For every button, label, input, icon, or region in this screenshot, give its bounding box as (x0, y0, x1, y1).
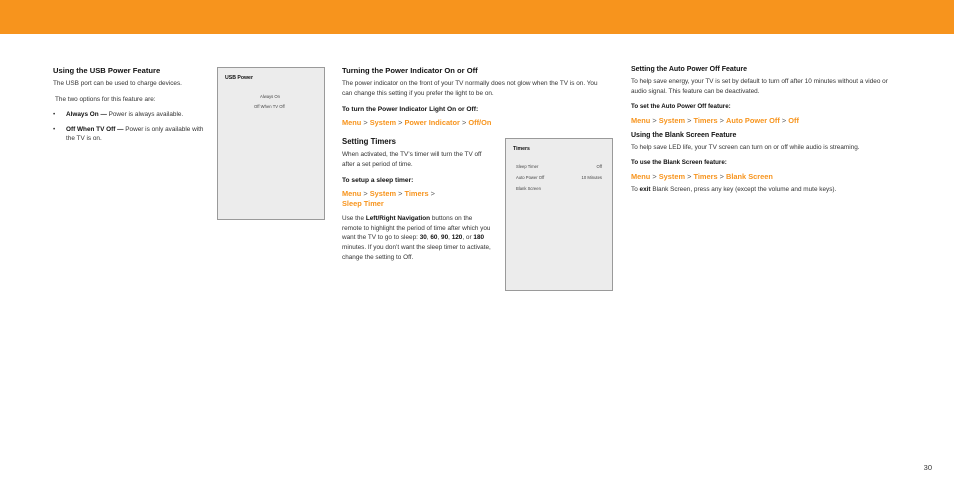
menu-path: Menu > System > Power Indicator > Off/On (342, 118, 492, 128)
list-item (53, 125, 205, 144)
paragraph (631, 185, 899, 195)
screen-title: USB Power (225, 75, 253, 81)
value-120: 120 (451, 234, 463, 242)
bullet-text: Power is always available. (106, 111, 184, 119)
path-sleep-timer: Sleep Timer (342, 199, 384, 209)
subheading: To setup a sleep timer: (342, 177, 414, 185)
menu-option-always-on: Always On (260, 94, 281, 99)
path-blank-screen: Blank Screen (726, 171, 773, 181)
menu-path: Menu > System > Timers > Blank Screen (631, 171, 773, 181)
subheading: To set the Auto Power Off feature: (631, 103, 731, 111)
paragraph: The two options for this feature are: (55, 95, 156, 103)
paragraph: To help save LED life, your TV screen can turn on or off while audio is streaming. (631, 144, 860, 152)
section-heading: Setting the Auto Power Off Feature (631, 66, 748, 73)
usb-power-menu-screenshot (217, 67, 325, 220)
value-60: 60 (430, 234, 438, 242)
path-power-indicator: Power Indicator (404, 118, 460, 128)
path-menu: Menu (342, 118, 362, 128)
path-menu: Menu (631, 116, 651, 126)
emphasis: exit (639, 185, 651, 193)
subheading: To use the Blank Screen feature: (631, 158, 727, 166)
paragraph: The USB port can be used to charge devices. (53, 80, 182, 87)
bullet-marker: • (53, 125, 56, 133)
bullet-term: Off When TV Off — (66, 125, 124, 133)
bullet-term: Always On — (66, 111, 107, 119)
menu-row-label: Sleep Timer (516, 164, 539, 169)
section-heading: Setting Timers (342, 137, 397, 146)
path-menu: Menu (342, 189, 362, 199)
bullet-marker: • (53, 111, 56, 119)
paragraph: When activated, the TV’s timer will turn the TV off after a set period of time. (342, 151, 482, 168)
text: buttons on the remote to highlight the period of time after which you want the TV to go to sleep: (342, 215, 491, 242)
screen-title: Timers (513, 146, 530, 152)
text: , (426, 234, 431, 242)
text: To (631, 185, 640, 193)
timers-menu-screenshot (505, 138, 613, 291)
menu-row-label: Auto Power Off (516, 175, 545, 180)
subheading: To turn the Power Indicator Light On or Off: (342, 106, 479, 114)
value-30: 30 (419, 234, 427, 242)
menu-row-label: Blank Screen (516, 186, 541, 191)
text: Blank Screen, press any key (except the volume and mute keys). (650, 185, 837, 193)
path-auto-power-off: Auto Power Off (726, 116, 780, 126)
paragraph: The power indicator on the front of your TV normally does not glow when the TV is on. You can change this setting if you prefer the light to be on. (342, 80, 598, 97)
menu-row-value: 10 Minutes (581, 175, 602, 180)
menu-row-value: Off (596, 164, 602, 169)
section-heading: Using the USB Power Feature (53, 66, 161, 75)
path-timers: Timers (693, 116, 718, 126)
menu-option-off-when-tv-off: Off When TV Off (254, 104, 285, 109)
path-timers: Timers (404, 189, 429, 199)
path-system: System (369, 189, 397, 199)
timers-section (342, 137, 492, 262)
section-heading: Using the Blank Screen Feature (631, 132, 737, 140)
path-system: System (658, 171, 686, 181)
path-system: System (369, 118, 397, 128)
bullet-list (53, 110, 205, 144)
text: , or (462, 234, 474, 242)
page-number: 30 (923, 463, 932, 472)
value-90: 90 (441, 234, 449, 242)
emphasis: Left/Right Navigation (365, 215, 431, 223)
list-item (53, 110, 205, 120)
text: , (437, 234, 442, 242)
path-system: System (658, 116, 686, 126)
menu-path: Menu > System > Timers > Sleep Timer (342, 189, 435, 209)
bullet-text: Power is only available with the TV is on. (66, 125, 204, 143)
paragraph (342, 214, 492, 262)
usb-power-section (53, 66, 205, 144)
paragraph: To help save energy, your TV is set by default to turn off after 10 minutes without a video or audio signal. This feature can be deactivated. (631, 78, 888, 95)
menu-path: Menu > System > Timers > Auto Power Off > Off (631, 116, 799, 126)
path-menu: Menu (631, 171, 651, 181)
power-indicator-section (342, 66, 604, 127)
value-180: 180 (473, 234, 485, 242)
path-off-on: Off/On (468, 118, 492, 128)
header-bar (0, 0, 954, 34)
path-off: Off (788, 116, 799, 126)
text: minutes. If you don’t want the sleep timer to activate, change the setting to Off. (342, 243, 491, 261)
text: Use the (342, 215, 366, 223)
path-timers: Timers (693, 171, 718, 181)
section-heading: Turning the Power Indicator On or Off (342, 66, 478, 75)
text: , (448, 234, 452, 242)
auto-power-off-section (631, 66, 899, 194)
